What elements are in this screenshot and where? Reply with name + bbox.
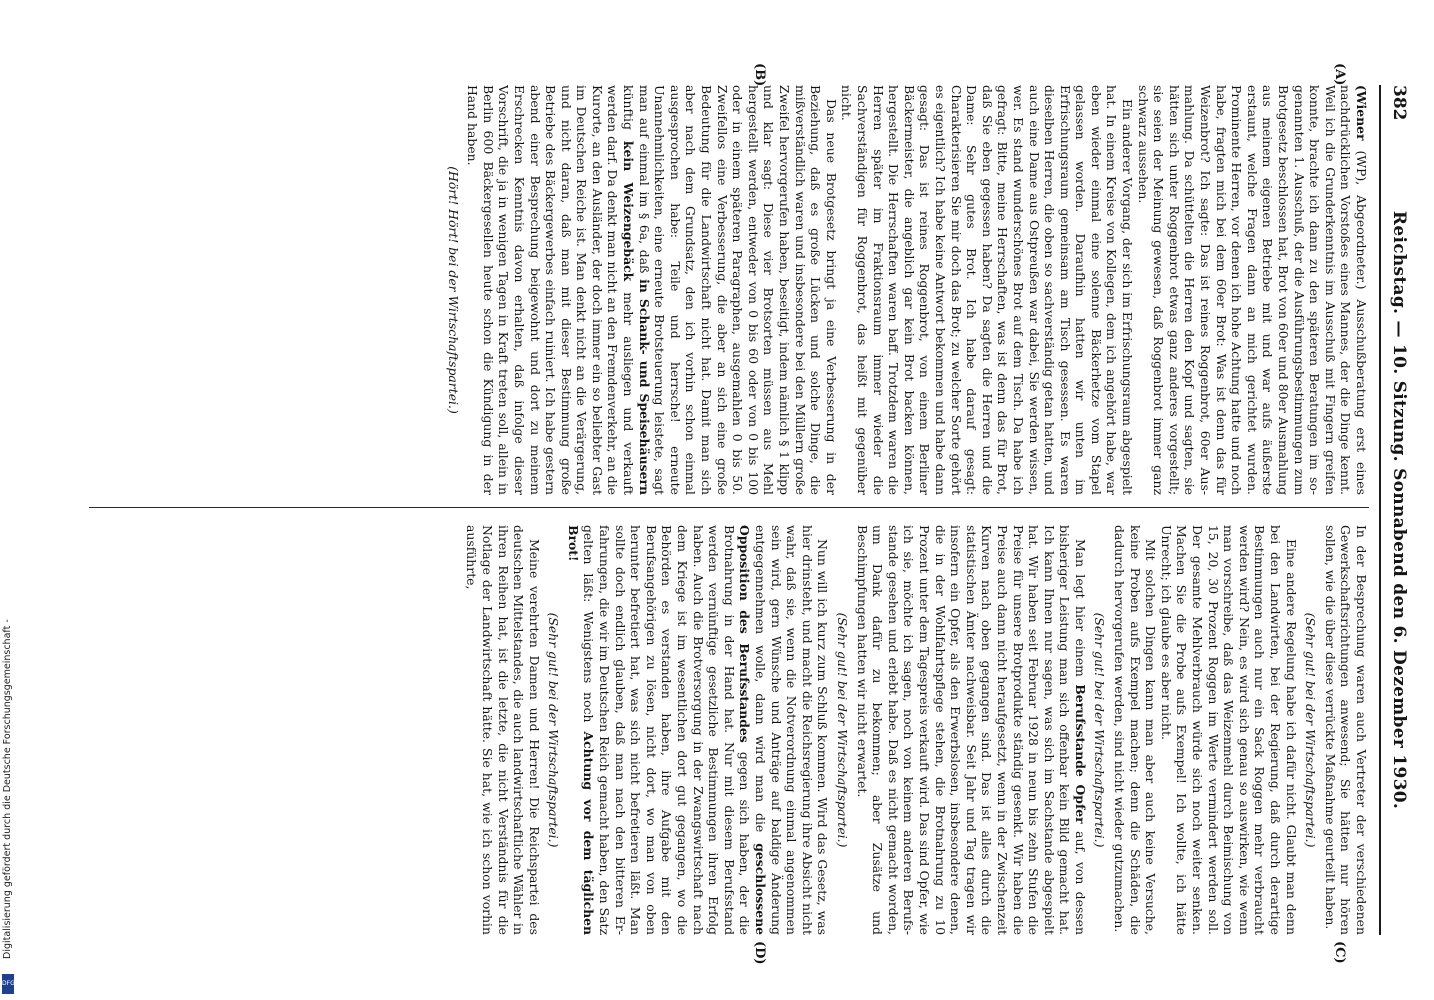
margin-marker-a: (A) — [1332, 63, 1347, 86]
dfg-logo-icon: DFG — [2, 974, 14, 994]
credit-text: Digitalisierung gefördert durch die Deutsche Forschungsgemeinschaft - — [2, 619, 13, 959]
speaker-paragraph: (Wiener (WP), Abgeordneter.) Ausschußberatung erst eines nachdrücklichen Vorstoßes eines Mannes, der die Dinge kennt. Weil ich die Grunderkenntnis im Ausschuß mit Fingern greifen konnte, brachte ich dann zu den späteren Beratungen im sogenannten 1. Ausschuß, der die Ausführungsbestimmungen zum Brotgesetz beschlossen hat, Brot von 60er und 80er Ausmahlung aus meinem eigenen Betriebe mit und war aufs äußerste erstaunt, welche Fragen dann an mich gerichtet wurden. Prominente Herren, vor denen ich hohe Achtung hatte und noch habe, fragten mich bei dem 60er Brot: Was ist denn das für Weizenbrot? Ich sagte: Das ist reines Roggenbrot, 60er Ausmahlung. Da schüttelten die Herren den Kopf und sagten, sie hätten sich unter Roggenbrot etwas ganz anderes vorgestellt; sie seien der Meinung gewesen, daß Roggenbrot immer ganz schwarz aussehen. — [1135, 85, 1369, 495]
rotated-page — [37, 55, 1417, 965]
interjection: (Sehr gut! bei der Wirtschaftspartei.) — [546, 612, 562, 848]
emphasis-text: Achtung vor dem täglichen Brot! — [565, 525, 597, 935]
paragraph: Mit solchen Dingen kann man aber auch keine Versuche, keine Proben aufs Exempel machen; denn die Schäden, die dadurch hervorgerufen werden, sind nicht wieder gutzumachen. — [1112, 525, 1159, 935]
paragraph: In der Besprechung waren auch Vertreter der verschiedenen Gewerkschaftsrichtungen anwesend; Sie hätten nur hören sollen, wie die über diese verrückte Maßnahme geurteilt haben. — [1322, 525, 1369, 935]
interjection: (Sehr gut! bei der Wirtschaftspartei.) — [1092, 612, 1108, 848]
paragraph: Nun will ich kurz zum Schluß kommen. Wird das Gesetz, was hier drinsteht, und macht die Reichsregierung ihre Absicht nicht wahr, daß sie, wenn die Notverordnung einmal angenommen sein wird, gern Wünsche und Anträge auf baldige Änderung entgegennehmen wolle, dann wird man die geschlossene Opposition des Berufsstandes gegen sich haben, der die Brotnahrung in der Hand hat. Nur mit diesem Berufsstand werden vernünftige gesetzliche Bestimmungen ihren Erfolg haben. Auch die Brotversorgung in der Zwangswirtschaft nach dem Kriege ist im wesentlichen dort gut gegangen, wo die Behörden es verstanden haben, ihre Aufgabe mit den Berufsangehörigen zu lösen, nicht dort, wo man von oben herunter befretiert hat, was sich nicht befretieren läßt. Man sollte doch endlich glauben, daß man nach den bitteren Erfahrungen, die wir im Deutschen Reich gemacht haben, den Satz gelten läßt: Wenigstens noch Achtung vor dem täglichen Brot! — [565, 525, 831, 935]
margin-marker-d: (D) — [752, 941, 767, 965]
margin-marker-b: (B) — [752, 63, 767, 87]
column-divider — [89, 507, 1369, 508]
interjection: (Hört! Hört! bei der Wirtschaftspartei.) — [445, 166, 461, 414]
emphasis-text: Berufsstande Opfer — [1072, 684, 1088, 824]
interjection: (Sehr gut! bei der Wirtschaftspartei.) — [1303, 612, 1319, 848]
digitization-credit — [2, 434, 14, 994]
paragraph: Eine andere Regelung habe ich dafür nicht. Glaubt man denn bei den Landwirten, bei der Regierung, daß durch derartige Bestimmungen auch nur ein Sack Roggen mehr verbraucht werden wird? Nein, es wird sich genau so auswirken, wie wenn man vorschreibe, daß das Weizenmehl durch Beimischung von 15, 20, 30 Prozent Roggen im Werte vermindert werden soll. Der gesamte Mehlverbrauch würde sich noch weiter senken. Machen Sie die Probe aufs Exempel! Ich wollte, ich hätte Unrecht; ich glaube es aber nicht. — [1158, 525, 1299, 935]
page-number: 382 — [1389, 85, 1409, 121]
paragraph: Meine verehrten Damen und Herren! Die Reichspartei des deutschen Mittelstandes, die auch landwirtschaftliche Wähler in ihren Reihen hat, ist die letzte, die nicht Verständnis für die Notlage der Landwirtschaft hätte. Sie hat, wie ich schon vorhin ausführte, — [464, 525, 542, 935]
emphasis-text: in Schank- und Speisehäusern — [636, 279, 652, 495]
page-header — [1379, 85, 1417, 935]
paragraph: Man legt hier einem Berufsstande Opfer auf, von dessen bisheriger Leistung man sich offenbar kein Bild gemacht hat. Ich kann Ihnen nur sagen, was sich im Sachstande abgespielt hat. Wir haben seit Februar 1928 in neun bis zehn Stufen die Preise für unsere Brotprodukte ständig gesenkt. Wir haben die Preise auch dann nicht heraufgesetzt, wenn in der Zwischenzeit Kurven nach oben gegangen sind. Das ist alles durch die statistischen Ämter nachweisbar. Seit Jahr und Tag tragen wir insofern ein Opfer, als den Erwerbslosen, insbesondere denen, die in der Wohlfahrtspflege stehen, die Brotnahrung zu 10 Prozent unter dem Tagespreis verkauft wird. Das sind Opfer, wie ich sie, möchte ich sagen, noch von keinem anderen Berufsstande gesehen und erlebt habe. Daß es nicht gemacht worden, um Dank dafür zu bekommen; aber Zusätze und Beschimpfungen hatten wir nicht erwartet. — [854, 525, 1088, 935]
paragraph: Ein anderer Vorgang, der sich im Erfrischungsraum abgespielt hat. In einem Kreise von Kollegen, dem ich angehört habe, war eben wieder einmal eine solenne Bäckerhetze vom Stapel gelassen worden. Daraufhin hatten wir unten im Erfrischungsraum gemeinsam am Tisch gesessen. Es waren dieselben Herren, die oben so sachverständig getan hatten, und auch eine Dame aus Ostpreußen war dabei, Sie werden wissen, wer. Es stand wunderschönes Brot auf dem Tisch. Da habe ich gefragt: Bitte, meine Herrschaften, was ist denn das für Brot, daß Sie eben gegessen haben? Da sagten die Herren und die Dame: Sehr gutes Brot. Ich habe darauf gesagt: Charakterisieren Sie mir doch das Brot; zu welcher Sorte gehört es eigentlich? Ich habe keine Antwort bekommen und habe dann gesagt: Das ist reines Roggenbrot, von einem Berliner Bäckermeister, die angeblich gar kein Brot backen können, hergestellt. Die Herrschaften waren baff. Trotzdem waren die Herren später im Fraktionsraum immer wieder die Sachverständigen für Roggenbrot, das heißt mit gegenüber nicht. — [839, 85, 1136, 495]
right-column — [89, 525, 1369, 935]
running-title: Reichstag. — 10. Sitzung. Sonnabend den 6. Dezember 1930. — [1389, 210, 1409, 810]
margin-marker-c: (C) — [1332, 941, 1347, 964]
speaker-name: (Wiener — [1354, 85, 1369, 141]
paragraph: Das neue Brotgesetz bringt ja eine Verbesserung in der Beziehung, daß es große Lücken und solche Dinge, die mißverständlich waren und insbesondere bei den Müllern große Zweifel hervorgerufen haben, beseitigt, indem nämlich § 1 klipp und klar sagt: Diese vier Brotsorten müssen aus Mehl hergestellt werden, entweder von 0 bis 60 oder von 0 bis 100 oder in einem späteren Paragraphen, ausgemahlen 0 bis 50. Zweifellos eine Verbesserung, die aber an sich eine große Bedeutung für die Landwirtschaft nicht hat. Damit man sich aber nach dem Grundsatz, den ich vorhin schon einmal ausgesprochen habe: Teile und herrsche! erneute Unannehmlichkeiten, eine erneute Brotsteuerung leistete, sagt man auf einmal im § 6a, daß in Schank- und Speisehäusern künftig kein Weizengebäck mehr ausliegen und verkauft werden darf. Da denkt man nicht an den Fremdenverkehr, an die Kurorte, an den Ausländer, der doch immer ein so beliebter Gast im Deutschen Reiche ist. Man denkt nicht an die Verärgerung, und nicht daran, daß man mit dieser Bestimmung große Betriebe des Bäckergewerbes einfach ruiniert. Ich habe gestern abend einer Besprechung beigewohnt und dort zu meinem Erschrecken Kenntnis davon erhalten, daß infolge dieser Vorschrift, die ja in wenigen Tagen in Kraft treten soll, allein in Berlin 600 Bäckergesellen heute schon die Kündigung in der Hand haben. — [465, 85, 839, 495]
interjection: (Sehr gut! bei der Wirtschaftspartei.) — [835, 612, 850, 848]
emphasis-text: geschlossene Opposition des Berufsstandes — [737, 525, 769, 935]
left-column — [89, 85, 1369, 495]
emphasis-text: kein Weizengebäck — [621, 140, 637, 282]
